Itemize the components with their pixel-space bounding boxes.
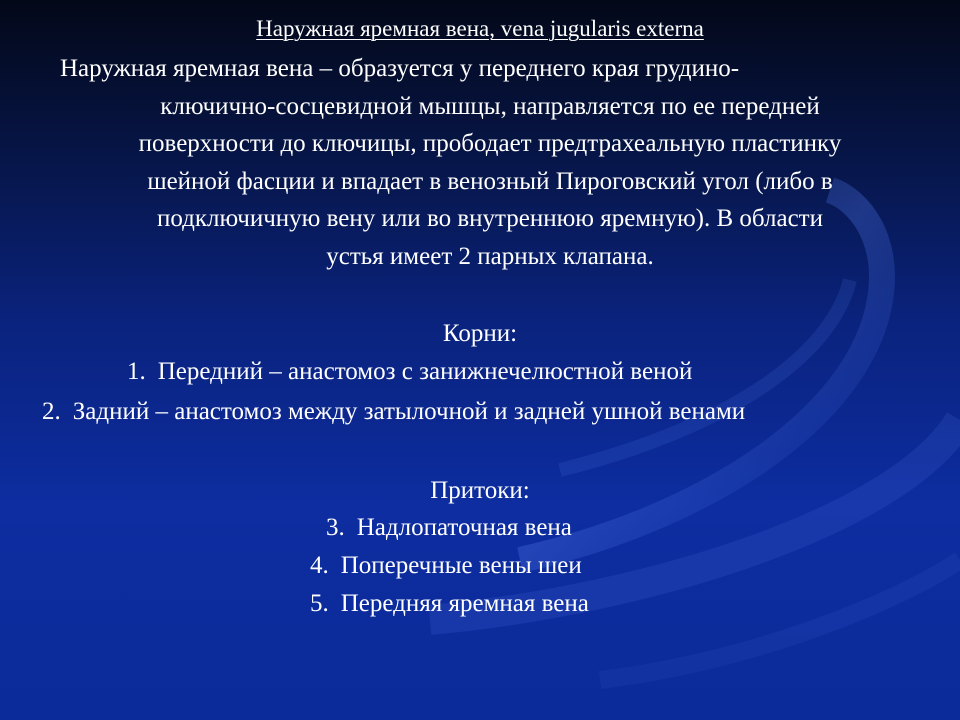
list-item-number: 3. <box>326 514 345 541</box>
slide-title-text: Наружная яремная вена, vena jugularis externa <box>256 16 704 41</box>
list-item-text: Передний – анастомоз с занижнечелюстной веной <box>157 358 693 385</box>
list-item-text: Задний – анастомоз между затылочной и задней ушной венами <box>72 398 746 425</box>
list-item <box>310 550 582 582</box>
list-item-text: Поперечные вены шеи <box>340 552 582 579</box>
description-line: ключично-сосцевидной мышцы, направляется по ее передней <box>160 92 820 120</box>
description-line: подключичную вену или во внутреннюю яремную). В области <box>157 205 823 233</box>
description-line: устья имеет 2 парных клапана. <box>326 242 654 270</box>
list-item <box>42 396 745 428</box>
list-item-text: Надлопаточная вена <box>356 514 572 541</box>
list-item <box>310 588 589 620</box>
slide-title <box>0 14 960 44</box>
list-item <box>326 512 572 544</box>
tributaries-heading: Притоки: <box>430 477 530 504</box>
list-item-text: Передняя яремная вена <box>340 590 589 617</box>
description-line: поверхности до ключицы, прободает предтрахеальную пластинку <box>138 130 842 158</box>
description-paragraph <box>40 50 940 276</box>
roots-heading: Корни: <box>442 320 518 347</box>
list-item <box>127 356 692 388</box>
list-item-number: 1. <box>127 358 146 385</box>
list-item-number: 5. <box>310 590 329 617</box>
list-item-number: 2. <box>42 398 61 425</box>
description-line: шейной фасции и впадает в венозный Пироговский угол (либо в <box>147 167 833 195</box>
list-item-number: 4. <box>310 552 329 579</box>
description-line: Наружная яремная вена – образуется у переднего края грудино- <box>60 55 740 82</box>
